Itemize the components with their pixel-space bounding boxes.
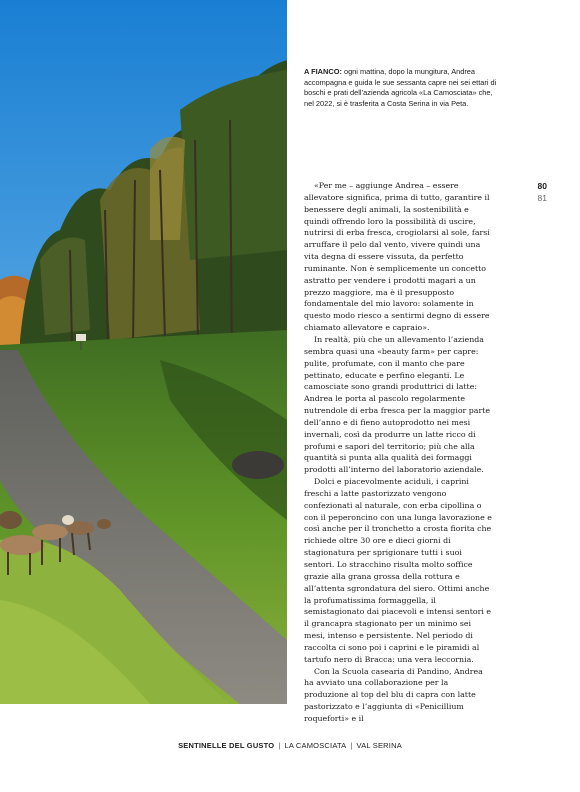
footer-separator: |: [278, 741, 281, 750]
footer-section: LA CAMOSCIATA: [284, 741, 347, 750]
goats-pasture-illustration: [0, 0, 287, 704]
footer-brand: SENTINELLE DEL GUSTO: [178, 741, 275, 750]
caption-text: ogni mattina, dopo la mungitura, Andrea accompagna e guida le sue sessanta capre nei sei ettari di boschi e prati dell’azienda agricola «La Camosciata» che, nel 2022, si è trasferita a Costa Serina in via Peta.: [304, 67, 497, 108]
caption-label: A FIANCO:: [304, 67, 342, 76]
body-paragraph: «Per me – aggiunge Andrea – essere allevatore significa, prima di tutto, garantire il benessere degli animali, la sostenibilità e quindi offrendo loro la possibilità di uscire, nutrirsi di erba fresca, crogiolarsi al sole, farsi arruffare il pelo dal vento, vivere quindi una vita degna di essere vissuta, da perfetto ruminante. Non è semplicemente un concetto astratto per vendere i prodotti magari a un prezzo maggiore, ma è il presupposto fondamentale del mio lavoro: solamente in questo modo riesco a sentirmi degno di essere chiamato allevatore e capraio».: [304, 181, 490, 333]
hero-photo: [0, 0, 287, 704]
body-paragraph: Dolci e piacevolmente aciduli, i caprini freschi a latte pastorizzato vengono confezionati al naturale, con erba cipollina o con il peperoncino con una lunga lavorazione e così anche per il tronchetto a crosta fiorita che richiede oltre 30 ore e dieci giorni di stagionatura per sprigionare tutti i suoi sentori. Lo stracchino risulta molto soffice grazie alla grana grossa della rottura e all’attenta sgrondatura del siero. Ottimi anche la profumatissima formaggella, il semistagionato dai piacevoli e intensi sentori e il grancapra stagionato per un minimo sei mesi, intenso e persistente. Nel periodo di raccolta ci sono poi i caprini e le piramidi al tartufo nero di Bracca: una vera leccornia.: [304, 477, 492, 664]
page-number-current: 80: [537, 181, 547, 191]
photo-caption: [304, 67, 500, 109]
footer-separator: |: [350, 741, 353, 750]
body-paragraph: In realtà, più che un allevamento l’azienda sembra quasi una «beauty farm» per capre: pulite, profumate, con il manto che pare pettinato, educate e perfino eleganti. Le camosciate sono grandi produttrici di latte: Andrea le porta al pascolo regolarmente nutrendole di erba fresca per la maggior parte dell’anno e di fieno autoprodotto nei mesi invernali, così da produrre un latte ricco di profumi e sapori del territorio; più che alla quantità si punta alla qualità dei formaggi prodotti all’interno del laboratorio aziendale.: [304, 334, 491, 475]
body-paragraph: Con la Scuola casearia di Pandino, Andrea ha avviato una collaborazione per la produzione al top del blu di capra con latte pastorizzato e l’aggiunta di «Penicillium roqueforti» e il: [304, 666, 483, 723]
footer-location: VAL SERINA: [356, 741, 402, 750]
page-footer: [0, 741, 580, 750]
article-body: [304, 180, 494, 725]
page-number-next: 81: [537, 193, 547, 203]
